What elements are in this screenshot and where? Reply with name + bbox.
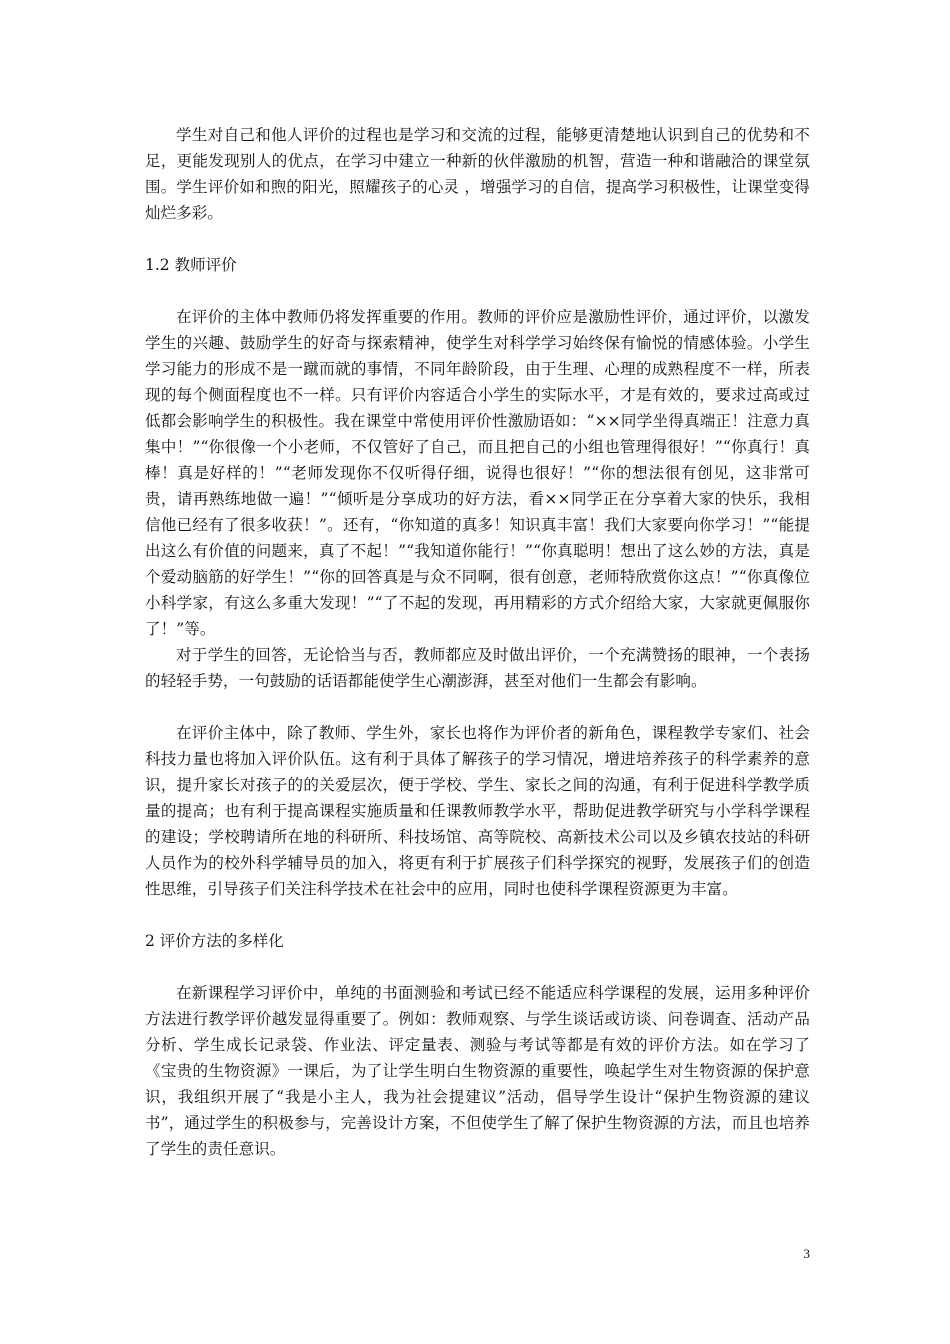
document-body — [145, 122, 810, 1162]
section-heading-evaluation-methods: 2 评价方法的多样化 — [145, 932, 284, 950]
paragraph-student-evaluation: 学生对自己和他人评价的过程也是学习和交流的过程，能够更清楚地认识到自己的优势和不足，更能发现别人的优点，在学习中建立一种新的伙伴激励的机智，营造一种和谐融洽的课堂氛围。学生评价如和煦的阳光，照耀孩子的心灵 ，增强学习的自信，提高学习积极性，让课堂变得灿烂多彩。 — [145, 126, 810, 222]
page-number: 3 — [803, 1246, 810, 1261]
paragraph-evaluation-methods: 在新课程学习评价中，单纯的书面测验和考试已经不能适应科学课程的发展，运用多种评价方法进行教学评价越发显得重要了。例如：教师观察、与学生谈话或访谈、问卷调查、活动产品分析、学生成长记录袋、作业法、评定量表、测验与考试等都是有效的评价方法。如在学习了《宝贵的生物资源》一课后，为了让学生明白生物资源的重要性，唤起学生对生物资源的保护意识，我组织开展了“我是小主人，我为社会提建议”活动，倡导学生设计“保护生物资源的建议书”，通过学生的积极参与，完善设计方案，不但使学生了解了保护生物资源的方法，而且也培养了学生的责任意识。 — [145, 984, 810, 1158]
paragraph-timely-feedback: 对于学生的回答，无论恰当与否，教师都应及时做出评价，一个充满赞扬的眼神，一个表扬的轻轻手势，一句鼓励的话语都能使学生心潮澎湃，甚至对他们一生都会有影响。 — [145, 646, 810, 690]
paragraph-teacher-evaluation: 在评价的主体中教师仍将发挥重要的作用。教师的评价应是激励性评价，通过评价，以激发学生的兴趣、鼓励学生的好奇与探索精神，使学生对科学学习始终保有愉悦的情感体验。小学生学习能力的形成不是一蹴而就的事情，不同年龄阶段，由于生理、心理的成熟程度不一样，所表现的每个侧面程度也不一样。只有评价内容适合小学生的实际水平，才是有效的，要求过高或过低都会影响学生的积极性。我在课堂中常使用评价性激励语如：“××同学坐得真端正！注意力真集中！”“你很像一个小老师，不仅管好了自己，而且把自己的小组也管理得很好！”“你真行！真棒！真是好样的！”“老师发现你不仅听得仔细，说得也很好！”“你的想法很有创见，这非常可贵，请再熟练地做一遍！”“倾听是分享成功的好方法，看××同学正在分享着大家的快乐，我相信他已经有了很多收获！”。还有，“你知道的真多！知识真丰富！我们大家要向你学习！”“能提出这么有价值的问题来，真了不起！”“我知道你能行！”“你真聪明！想出了这么妙的方法，真是个爱动脑筋的好学生！”“你的回答真是与众不同啊，很有创意，老师特欣赏你这点！”“你真像位小科学家，有这么多重大发现！”“了不起的发现，再用精彩的方式介绍给大家，大家就更佩服你了！”等。 — [145, 308, 810, 638]
paragraph-other-evaluators: 在评价主体中，除了教师、学生外，家长也将作为评价者的新角色，课程教学专家们、社会科技力量也将加入评价队伍。这有利于具体了解孩子的学习情况，增进培养孩子的科学素养的意识，提升家长对孩子的的关爱层次，便于学校、学生、家长之间的沟通，有利于促进科学教学质量的提高；也有利于提高课程实施质量和任课教师教学水平，帮助促进教学研究与小学科学课程的建设；学校聘请所在地的科研所、科技场馆、高等院校、高新技术公司以及乡镇农技站的科研人员作为的校外科学辅导员的加入，将更有利于扩展孩子们科学探究的视野，发展孩子们的创造性思维，引导孩子们关注科学技术在社会中的应用，同时也使科学课程资源更为丰富。 — [145, 724, 810, 898]
section-heading-teacher-evaluation: 1.2 教师评价 — [145, 256, 237, 274]
